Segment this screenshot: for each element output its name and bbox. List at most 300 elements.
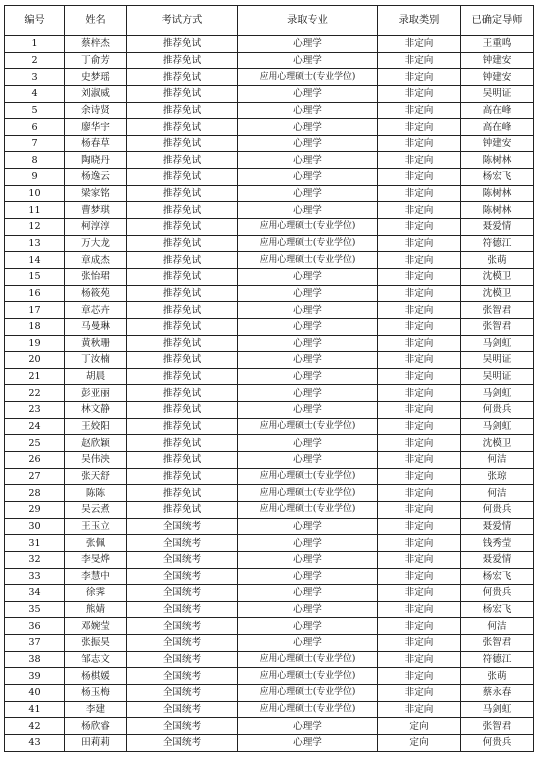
cell-id: 28	[5, 485, 65, 502]
cell-tutor: 马剑虹	[461, 701, 534, 718]
table-row	[5, 152, 534, 169]
cell-exam-type: 推荐免试	[127, 202, 238, 219]
cell-exam-type: 推荐免试	[127, 385, 238, 402]
cell-category: 非定向	[378, 285, 461, 302]
cell-category: 非定向	[378, 585, 461, 602]
cell-major: 心理学	[238, 518, 378, 535]
cell-major: 心理学	[238, 734, 378, 751]
cell-tutor: 杨宏飞	[461, 568, 534, 585]
cell-category: 非定向	[378, 352, 461, 369]
table-row	[5, 402, 534, 419]
cell-name: 吴伟泱	[65, 452, 127, 469]
cell-name: 吴云煮	[65, 501, 127, 518]
cell-category: 非定向	[378, 551, 461, 568]
cell-exam-type: 全国统考	[127, 551, 238, 568]
cell-major: 心理学	[238, 318, 378, 335]
cell-name: 李建	[65, 701, 127, 718]
cell-exam-type: 推荐免试	[127, 85, 238, 102]
cell-tutor: 钟建安	[461, 69, 534, 86]
cell-tutor: 吴明证	[461, 368, 534, 385]
cell-id: 14	[5, 252, 65, 269]
cell-id: 17	[5, 302, 65, 319]
table-row	[5, 285, 534, 302]
table-row	[5, 468, 534, 485]
admission-list-sheet	[4, 5, 534, 752]
table-row	[5, 651, 534, 668]
cell-name: 杨筱苑	[65, 285, 127, 302]
cell-name: 王姣阳	[65, 418, 127, 435]
cell-category: 非定向	[378, 52, 461, 69]
cell-id: 32	[5, 551, 65, 568]
cell-major: 心理学	[238, 85, 378, 102]
table-row	[5, 568, 534, 585]
cell-exam-type: 推荐免试	[127, 36, 238, 53]
table-row	[5, 252, 534, 269]
cell-category: 非定向	[378, 435, 461, 452]
cell-exam-type: 全国统考	[127, 601, 238, 618]
cell-id: 42	[5, 718, 65, 735]
cell-name: 杨春草	[65, 135, 127, 152]
table-row	[5, 501, 534, 518]
cell-id: 18	[5, 318, 65, 335]
cell-exam-type: 推荐免试	[127, 185, 238, 202]
cell-name: 张天舒	[65, 468, 127, 485]
cell-tutor: 何贵兵	[461, 501, 534, 518]
cell-exam-type: 推荐免试	[127, 335, 238, 352]
cell-category: 非定向	[378, 635, 461, 652]
cell-id: 16	[5, 285, 65, 302]
cell-id: 21	[5, 368, 65, 385]
table-row	[5, 385, 534, 402]
admission-table	[4, 5, 534, 752]
cell-exam-type: 推荐免试	[127, 135, 238, 152]
cell-id: 26	[5, 452, 65, 469]
table-row	[5, 718, 534, 735]
cell-name: 马曼琳	[65, 318, 127, 335]
table-row	[5, 102, 534, 119]
cell-major: 心理学	[238, 635, 378, 652]
cell-exam-type: 全国统考	[127, 635, 238, 652]
cell-name: 邓婉莹	[65, 618, 127, 635]
cell-name: 丁汝楠	[65, 352, 127, 369]
cell-name: 李旻烨	[65, 551, 127, 568]
cell-category: 非定向	[378, 302, 461, 319]
cell-exam-type: 推荐免试	[127, 119, 238, 136]
cell-category: 非定向	[378, 102, 461, 119]
cell-major: 心理学	[238, 718, 378, 735]
cell-name: 史梦瑶	[65, 69, 127, 86]
table-row	[5, 435, 534, 452]
cell-category: 非定向	[378, 418, 461, 435]
table-row	[5, 235, 534, 252]
cell-id: 35	[5, 601, 65, 618]
cell-major: 心理学	[238, 102, 378, 119]
header-id: 编号	[5, 6, 65, 36]
cell-name: 刘淑威	[65, 85, 127, 102]
cell-id: 22	[5, 385, 65, 402]
cell-major: 心理学	[238, 268, 378, 285]
cell-name: 梁家铭	[65, 185, 127, 202]
cell-tutor: 何洁	[461, 485, 534, 502]
cell-exam-type: 全国统考	[127, 518, 238, 535]
cell-tutor: 马剑虹	[461, 385, 534, 402]
cell-id: 29	[5, 501, 65, 518]
cell-tutor: 杨宏飞	[461, 601, 534, 618]
cell-id: 23	[5, 402, 65, 419]
cell-tutor: 吴明证	[461, 85, 534, 102]
cell-id: 13	[5, 235, 65, 252]
cell-major: 应用心理硕士(专业学位)	[238, 219, 378, 236]
cell-tutor: 何贵兵	[461, 402, 534, 419]
cell-exam-type: 推荐免试	[127, 169, 238, 186]
cell-tutor: 钟建安	[461, 135, 534, 152]
cell-category: 非定向	[378, 385, 461, 402]
header-tutor: 已确定导师	[461, 6, 534, 36]
cell-category: 非定向	[378, 518, 461, 535]
cell-exam-type: 推荐免试	[127, 418, 238, 435]
cell-category: 非定向	[378, 568, 461, 585]
cell-exam-type: 全国统考	[127, 651, 238, 668]
cell-name: 章芯卉	[65, 302, 127, 319]
cell-exam-type: 全国统考	[127, 618, 238, 635]
cell-exam-type: 推荐免试	[127, 501, 238, 518]
cell-exam-type: 推荐免试	[127, 152, 238, 169]
cell-id: 8	[5, 152, 65, 169]
cell-tutor: 何贵兵	[461, 734, 534, 751]
cell-id: 38	[5, 651, 65, 668]
cell-id: 40	[5, 684, 65, 701]
cell-id: 2	[5, 52, 65, 69]
cell-id: 6	[5, 119, 65, 136]
cell-exam-type: 全国统考	[127, 568, 238, 585]
cell-id: 20	[5, 352, 65, 369]
cell-name: 杨欣睿	[65, 718, 127, 735]
cell-category: 非定向	[378, 152, 461, 169]
cell-name: 陈陈	[65, 485, 127, 502]
table-row	[5, 635, 534, 652]
cell-id: 15	[5, 268, 65, 285]
table-row	[5, 734, 534, 751]
cell-id: 7	[5, 135, 65, 152]
cell-tutor: 张萌	[461, 668, 534, 685]
cell-id: 37	[5, 635, 65, 652]
cell-name: 张怡珺	[65, 268, 127, 285]
cell-category: 非定向	[378, 668, 461, 685]
cell-major: 心理学	[238, 618, 378, 635]
cell-major: 心理学	[238, 185, 378, 202]
cell-id: 5	[5, 102, 65, 119]
cell-major: 心理学	[238, 535, 378, 552]
cell-name: 王玉立	[65, 518, 127, 535]
cell-name: 彭亚丽	[65, 385, 127, 402]
cell-id: 36	[5, 618, 65, 635]
cell-major: 心理学	[238, 551, 378, 568]
cell-name: 曹梦琪	[65, 202, 127, 219]
cell-name: 杨棋媛	[65, 668, 127, 685]
table-row	[5, 302, 534, 319]
cell-exam-type: 全国统考	[127, 734, 238, 751]
cell-tutor: 张智君	[461, 318, 534, 335]
cell-major: 应用心理硕士(专业学位)	[238, 235, 378, 252]
cell-tutor: 何贵兵	[461, 585, 534, 602]
cell-id: 1	[5, 36, 65, 53]
cell-major: 心理学	[238, 452, 378, 469]
cell-exam-type: 推荐免试	[127, 352, 238, 369]
cell-exam-type: 推荐免试	[127, 102, 238, 119]
table-header-row	[5, 6, 534, 36]
table-row	[5, 518, 534, 535]
cell-id: 34	[5, 585, 65, 602]
cell-major: 应用心理硕士(专业学位)	[238, 701, 378, 718]
cell-name: 张振昊	[65, 635, 127, 652]
cell-category: 非定向	[378, 368, 461, 385]
cell-category: 非定向	[378, 452, 461, 469]
header-category: 录取类别	[378, 6, 461, 36]
cell-category: 非定向	[378, 402, 461, 419]
cell-category: 非定向	[378, 185, 461, 202]
cell-name: 柯淳淳	[65, 219, 127, 236]
cell-category: 非定向	[378, 36, 461, 53]
cell-major: 应用心理硕士(专业学位)	[238, 501, 378, 518]
cell-major: 应用心理硕士(专业学位)	[238, 252, 378, 269]
cell-major: 应用心理硕士(专业学位)	[238, 651, 378, 668]
cell-exam-type: 推荐免试	[127, 368, 238, 385]
table-row	[5, 268, 534, 285]
cell-id: 11	[5, 202, 65, 219]
cell-tutor: 杨宏飞	[461, 169, 534, 186]
cell-tutor: 何洁	[461, 452, 534, 469]
table-row	[5, 701, 534, 718]
cell-major: 应用心理硕士(专业学位)	[238, 468, 378, 485]
cell-major: 应用心理硕士(专业学位)	[238, 485, 378, 502]
cell-name: 蔡梓杰	[65, 36, 127, 53]
cell-major: 应用心理硕士(专业学位)	[238, 418, 378, 435]
cell-category: 非定向	[378, 219, 461, 236]
header-exam-type: 考试方式	[127, 6, 238, 36]
cell-exam-type: 推荐免试	[127, 69, 238, 86]
cell-major: 心理学	[238, 402, 378, 419]
cell-exam-type: 全国统考	[127, 535, 238, 552]
cell-exam-type: 全国统考	[127, 585, 238, 602]
table-row	[5, 335, 534, 352]
cell-exam-type: 推荐免试	[127, 485, 238, 502]
cell-major: 心理学	[238, 169, 378, 186]
header-name: 姓名	[65, 6, 127, 36]
cell-category: 非定向	[378, 651, 461, 668]
cell-category: 定向	[378, 718, 461, 735]
cell-exam-type: 推荐免试	[127, 285, 238, 302]
table-row	[5, 418, 534, 435]
cell-name: 万大龙	[65, 235, 127, 252]
cell-name: 邹志文	[65, 651, 127, 668]
cell-tutor: 沈模卫	[461, 285, 534, 302]
cell-major: 心理学	[238, 335, 378, 352]
cell-category: 非定向	[378, 202, 461, 219]
cell-exam-type: 推荐免试	[127, 302, 238, 319]
header-major: 录取专业	[238, 6, 378, 36]
cell-major: 心理学	[238, 585, 378, 602]
table-row	[5, 551, 534, 568]
table-row	[5, 36, 534, 53]
table-row	[5, 618, 534, 635]
cell-name: 胡晨	[65, 368, 127, 385]
cell-major: 心理学	[238, 152, 378, 169]
cell-tutor: 蔡永春	[461, 684, 534, 701]
table-row	[5, 485, 534, 502]
cell-exam-type: 全国统考	[127, 718, 238, 735]
table-row	[5, 119, 534, 136]
cell-category: 非定向	[378, 235, 461, 252]
cell-exam-type: 推荐免试	[127, 318, 238, 335]
table-row	[5, 219, 534, 236]
cell-id: 9	[5, 169, 65, 186]
cell-category: 定向	[378, 734, 461, 751]
cell-name: 徐霁	[65, 585, 127, 602]
cell-id: 41	[5, 701, 65, 718]
cell-tutor: 马剑虹	[461, 335, 534, 352]
table-row	[5, 585, 534, 602]
table-row	[5, 684, 534, 701]
table-row	[5, 318, 534, 335]
cell-tutor: 张智君	[461, 635, 534, 652]
cell-major: 心理学	[238, 568, 378, 585]
cell-id: 27	[5, 468, 65, 485]
cell-name: 杨玉梅	[65, 684, 127, 701]
cell-tutor: 沈模卫	[461, 435, 534, 452]
cell-id: 3	[5, 69, 65, 86]
cell-name: 廖华宇	[65, 119, 127, 136]
table-row	[5, 601, 534, 618]
cell-category: 非定向	[378, 601, 461, 618]
table-row	[5, 52, 534, 69]
cell-exam-type: 推荐免试	[127, 219, 238, 236]
table-row	[5, 452, 534, 469]
cell-exam-type: 推荐免试	[127, 52, 238, 69]
cell-name: 李慧中	[65, 568, 127, 585]
cell-tutor: 钱秀莹	[461, 535, 534, 552]
cell-category: 非定向	[378, 535, 461, 552]
cell-name: 黄秋珊	[65, 335, 127, 352]
cell-category: 非定向	[378, 335, 461, 352]
cell-name: 余诗贤	[65, 102, 127, 119]
cell-name: 丁俞芳	[65, 52, 127, 69]
table-row	[5, 185, 534, 202]
cell-major: 应用心理硕士(专业学位)	[238, 69, 378, 86]
cell-name: 章成杰	[65, 252, 127, 269]
cell-category: 非定向	[378, 468, 461, 485]
cell-tutor: 马剑虹	[461, 418, 534, 435]
cell-category: 非定向	[378, 252, 461, 269]
table-row	[5, 69, 534, 86]
cell-major: 心理学	[238, 385, 378, 402]
cell-major: 心理学	[238, 36, 378, 53]
cell-tutor: 吴明证	[461, 352, 534, 369]
cell-id: 31	[5, 535, 65, 552]
cell-id: 43	[5, 734, 65, 751]
cell-exam-type: 全国统考	[127, 684, 238, 701]
cell-major: 心理学	[238, 601, 378, 618]
cell-tutor: 聂爱情	[461, 518, 534, 535]
cell-exam-type: 推荐免试	[127, 235, 238, 252]
cell-name: 林文静	[65, 402, 127, 419]
table-row	[5, 169, 534, 186]
cell-id: 25	[5, 435, 65, 452]
table-row	[5, 668, 534, 685]
table-row	[5, 85, 534, 102]
cell-tutor: 张萌	[461, 252, 534, 269]
cell-category: 非定向	[378, 135, 461, 152]
cell-tutor: 钟建安	[461, 52, 534, 69]
cell-exam-type: 推荐免试	[127, 252, 238, 269]
cell-major: 应用心理硕士(专业学位)	[238, 684, 378, 701]
cell-major: 心理学	[238, 285, 378, 302]
table-row	[5, 535, 534, 552]
cell-tutor: 王重鸣	[461, 36, 534, 53]
cell-exam-type: 全国统考	[127, 668, 238, 685]
cell-exam-type: 推荐免试	[127, 435, 238, 452]
cell-id: 39	[5, 668, 65, 685]
cell-exam-type: 全国统考	[127, 701, 238, 718]
cell-tutor: 高在峰	[461, 119, 534, 136]
cell-tutor: 陈树林	[461, 202, 534, 219]
cell-name: 赵欣颖	[65, 435, 127, 452]
cell-tutor: 符德江	[461, 651, 534, 668]
cell-category: 非定向	[378, 701, 461, 718]
cell-major: 心理学	[238, 302, 378, 319]
cell-category: 非定向	[378, 169, 461, 186]
cell-major: 心理学	[238, 352, 378, 369]
cell-exam-type: 推荐免试	[127, 268, 238, 285]
cell-category: 非定向	[378, 268, 461, 285]
cell-name: 张佩	[65, 535, 127, 552]
cell-major: 心理学	[238, 202, 378, 219]
cell-id: 10	[5, 185, 65, 202]
cell-tutor: 符德江	[461, 235, 534, 252]
cell-exam-type: 推荐免试	[127, 402, 238, 419]
cell-id: 12	[5, 219, 65, 236]
cell-major: 应用心理硕士(专业学位)	[238, 668, 378, 685]
cell-exam-type: 推荐免试	[127, 468, 238, 485]
cell-name: 熊婧	[65, 601, 127, 618]
cell-category: 非定向	[378, 69, 461, 86]
table-row	[5, 352, 534, 369]
cell-id: 4	[5, 85, 65, 102]
cell-tutor: 何洁	[461, 618, 534, 635]
cell-category: 非定向	[378, 485, 461, 502]
cell-category: 非定向	[378, 618, 461, 635]
cell-name: 杨逸云	[65, 169, 127, 186]
cell-tutor: 张智君	[461, 718, 534, 735]
cell-category: 非定向	[378, 684, 461, 701]
table-row	[5, 368, 534, 385]
cell-tutor: 高在峰	[461, 102, 534, 119]
cell-id: 19	[5, 335, 65, 352]
cell-name: 田莉莉	[65, 734, 127, 751]
cell-tutor: 沈模卫	[461, 268, 534, 285]
cell-tutor: 张琼	[461, 468, 534, 485]
cell-major: 心理学	[238, 119, 378, 136]
cell-id: 30	[5, 518, 65, 535]
cell-major: 心理学	[238, 135, 378, 152]
cell-category: 非定向	[378, 318, 461, 335]
cell-major: 心理学	[238, 435, 378, 452]
cell-exam-type: 推荐免试	[127, 452, 238, 469]
table-row	[5, 135, 534, 152]
cell-tutor: 聂爱情	[461, 551, 534, 568]
cell-tutor: 陈树林	[461, 185, 534, 202]
cell-tutor: 聂爱情	[461, 219, 534, 236]
cell-id: 24	[5, 418, 65, 435]
